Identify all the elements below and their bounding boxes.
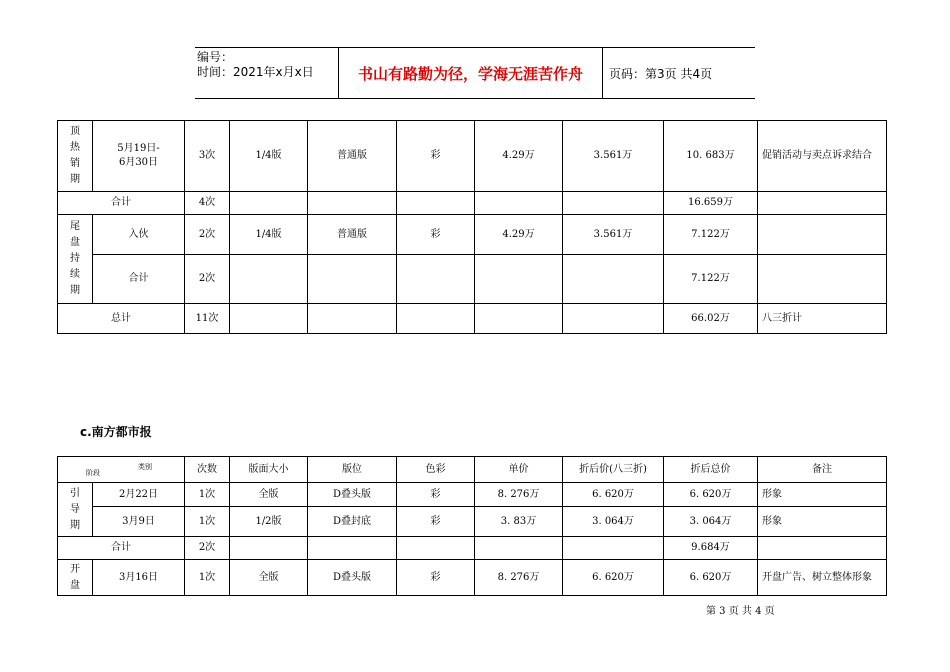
position-cell: D叠头版 [308,560,397,596]
note-cell: 开盘广告、树立整体形象 [758,560,887,596]
size-cell: 全版 [230,560,308,596]
price-cell: 3. 83万 [475,507,563,537]
column-header-total: 折后总价 [664,457,758,483]
count-cell: 2次 [185,215,230,255]
date-cell: 3月9日 [93,507,185,537]
column-header-note: 备注 [758,457,887,483]
table-row [58,121,887,192]
price-cell: 8. 276万 [475,560,563,596]
total-cell: 10. 683万 [664,121,758,192]
total-cell: 9.684万 [664,537,758,560]
color-cell: 彩 [397,560,475,596]
count-cell: 1次 [185,507,230,537]
time-label: 时间：2021年x月x日 [197,65,314,79]
note-cell [758,215,887,255]
color-cell: 彩 [397,483,475,507]
total-cell: 7.122万 [664,215,758,255]
period-cell: 顶 热 销 期 [58,121,93,192]
header-page-label: 页码：第3页 共4页 [609,67,713,81]
discount-cell: 6. 620万 [563,560,664,596]
southern-metropolis-daily-table [57,456,887,596]
date-cell: 入伙 [93,215,185,255]
position-cell: D叠封底 [308,507,397,537]
header-left [197,50,314,80]
subtotal-label: 合计 [58,192,185,215]
size-cell: 1/2版 [230,507,308,537]
color-cell: 彩 [397,121,475,192]
date-cell: 3月16日 [93,560,185,596]
subtotal-label: 合计 [93,255,185,304]
count-cell: 2次 [185,537,230,560]
section-title: c.南方都市报 [80,425,152,439]
date-cell: 2月22日 [93,483,185,507]
total-cell: 6. 620万 [664,483,758,507]
discount-cell: 3.561万 [563,121,664,192]
price-cell: 8. 276万 [475,483,563,507]
price-cell: 4.29万 [475,215,563,255]
table-header-row [58,457,887,483]
total-cell: 3. 064万 [664,507,758,537]
media-plan-table-continued [57,120,887,334]
subtotal-label: 合计 [58,537,185,560]
count-cell: 11次 [185,304,230,334]
document-header [195,47,755,99]
page-footer: 第 3 页 共 4 页 [706,606,775,617]
table-row [58,537,887,560]
color-cell: 彩 [397,215,475,255]
table-row [58,483,887,507]
number-label: 编号： [197,50,234,64]
corner-stage-label: 阶段 [86,468,100,477]
column-header-size: 版面大小 [230,457,308,483]
column-header-color: 色彩 [397,457,475,483]
date-cell: 5月19日- 6月30日 [93,121,185,192]
column-header-price: 单价 [475,457,563,483]
corner-category-label: 类别 [138,462,152,471]
total-cell: 16.659万 [664,192,758,215]
count-cell: 1次 [185,483,230,507]
period-cell: 开 盘 [58,560,93,596]
note-cell: 形象 [758,507,887,537]
period-cell: 引 导 期 [58,483,93,537]
table-row [58,192,887,215]
position-cell: D叠头版 [308,483,397,507]
column-header-count: 次数 [185,457,230,483]
position-cell: 普通版 [308,215,397,255]
column-header-discount: 折后价(八三折) [563,457,664,483]
count-cell: 4次 [185,192,230,215]
table-row [58,255,887,304]
discount-cell: 3. 064万 [563,507,664,537]
count-cell: 2次 [185,255,230,304]
note-cell: 形象 [758,483,887,507]
note-cell: 促销活动与卖点诉求结合 [758,121,887,192]
note-cell: 八三折计 [758,304,887,334]
corner-cell [58,457,185,483]
size-cell: 1/4版 [230,121,308,192]
grand-total-label: 总计 [58,304,185,334]
table-row [58,507,887,537]
header-motto: 书山有路勤为径，学海无涯苦作舟 [357,65,583,83]
column-header-position: 版位 [308,457,397,483]
period-cell: 尾 盘 持 续 期 [58,215,93,304]
discount-cell: 3.561万 [563,215,664,255]
count-cell: 3次 [185,121,230,192]
table-row [58,560,887,596]
position-cell: 普通版 [308,121,397,192]
color-cell: 彩 [397,507,475,537]
size-cell: 1/4版 [230,215,308,255]
total-cell: 6. 620万 [664,560,758,596]
price-cell: 4.29万 [475,121,563,192]
total-cell: 7.122万 [664,255,758,304]
header-divider [602,48,603,98]
total-cell: 66.02万 [664,304,758,334]
count-cell: 1次 [185,560,230,596]
table-row [58,304,887,334]
size-cell: 全版 [230,483,308,507]
table-row [58,215,887,255]
discount-cell: 6. 620万 [563,483,664,507]
